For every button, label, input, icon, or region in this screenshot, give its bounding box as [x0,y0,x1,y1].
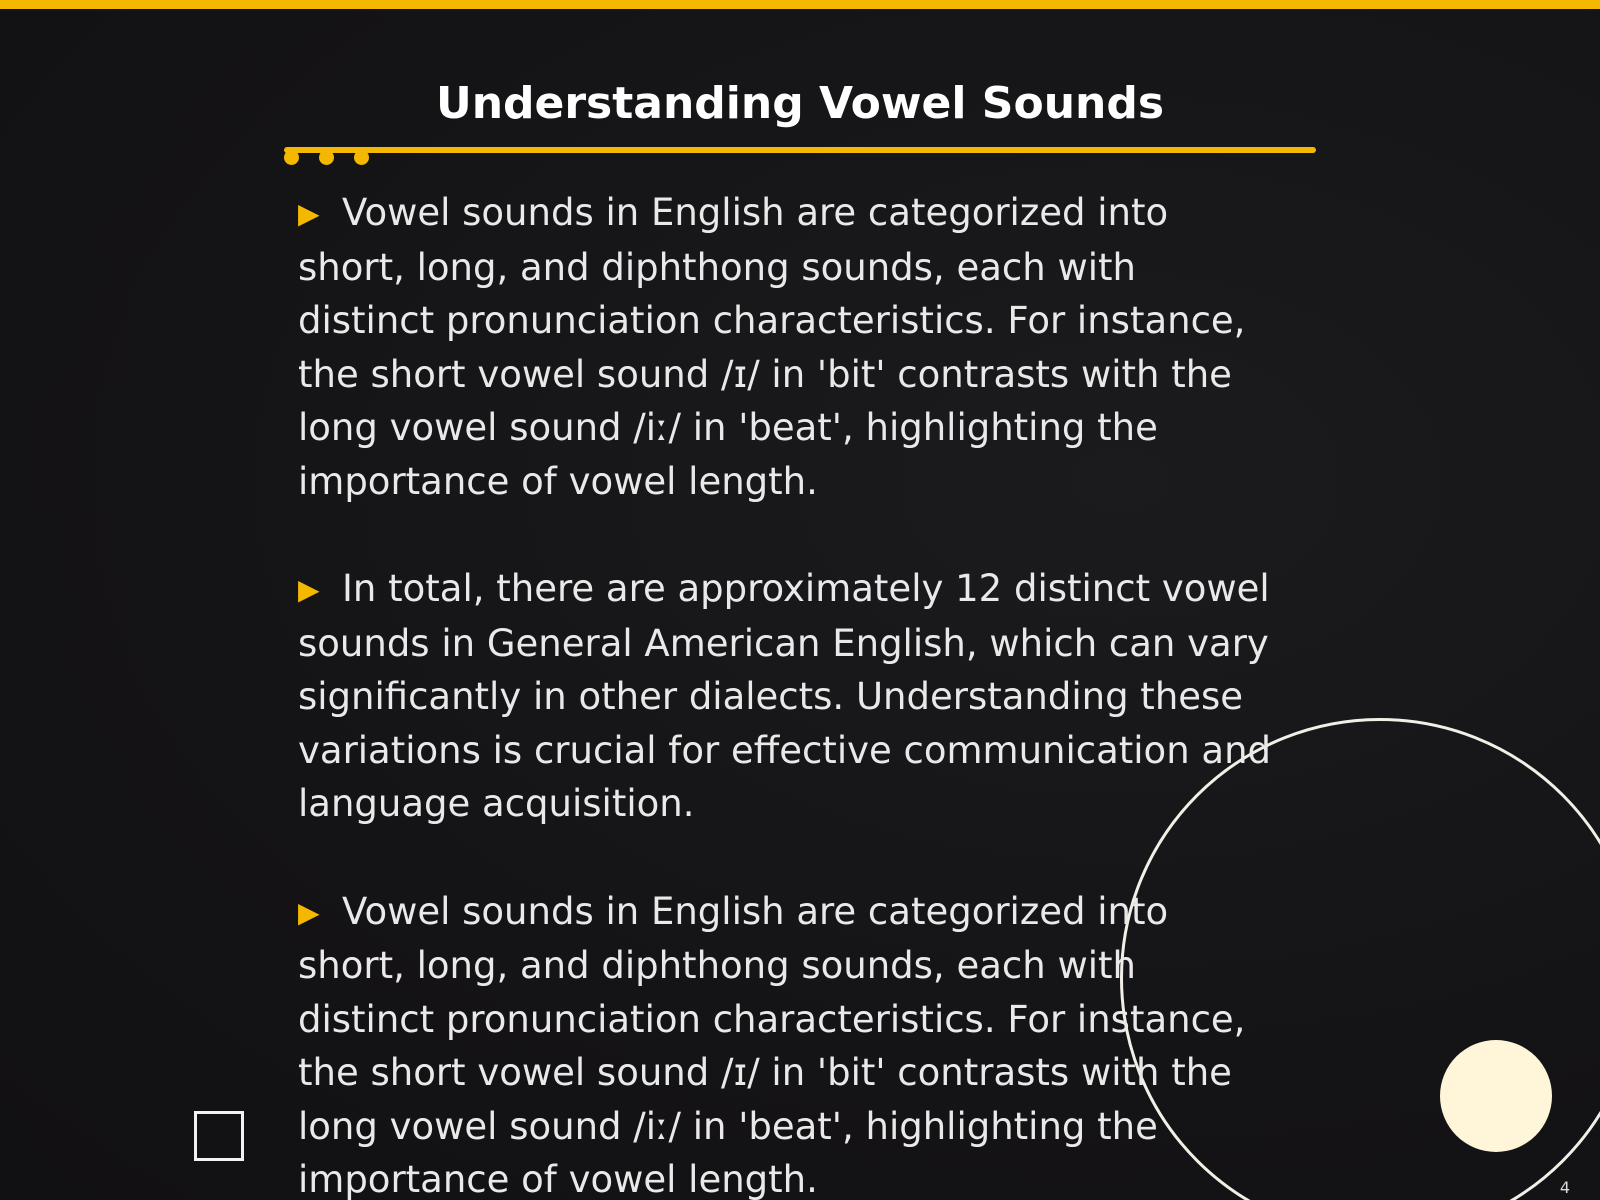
bullet-text-1: Vowel sounds in English are categorized into short, long, and diphthong sounds, each with distinct pronunciation characteristics. For instance, the short vowel sound /ɪ/ in 'bit' contrasts with the long vowel sound /iː/ in 'beat', highlighting the importance of vowel length. [298,191,1246,503]
title-dot-2 [319,150,334,165]
triangle-bullet-icon: ▶ [298,573,320,606]
page-number: 4 [1559,1178,1570,1197]
bullet-text-3: Vowel sounds in English are categorized into short, long, and diphthong sounds, each with distinct pronunciation characteristics. For instance, the short vowel sound /ɪ/ in 'bit' contrasts with the long vowel sound /iː/ in 'beat', highlighting the importance of vowel length. [298,889,1246,1200]
bullet-item-2 [298,562,1278,831]
decorative-cream-circle [1440,1040,1552,1152]
title-dot-3 [354,150,369,165]
bullet-list [298,186,1278,1200]
triangle-bullet-icon: ▶ [298,895,320,929]
top-accent-bar [0,0,1600,9]
title-dot-1 [284,150,299,165]
bullet-item-3 [298,885,1278,1200]
triangle-bullet-icon: ▶ [298,197,320,230]
decorative-square [194,1111,244,1161]
slide-title: Understanding Vowel Sounds [435,78,1165,129]
bullet-item-1 [298,186,1278,508]
title-underline [284,147,1316,153]
bullet-text-2: In total, there are approximately 12 distinct vowel sounds in General American English, which can vary significantly in other dialects. Understanding these variations is crucial for effective communication and language acquisition. [298,567,1272,825]
